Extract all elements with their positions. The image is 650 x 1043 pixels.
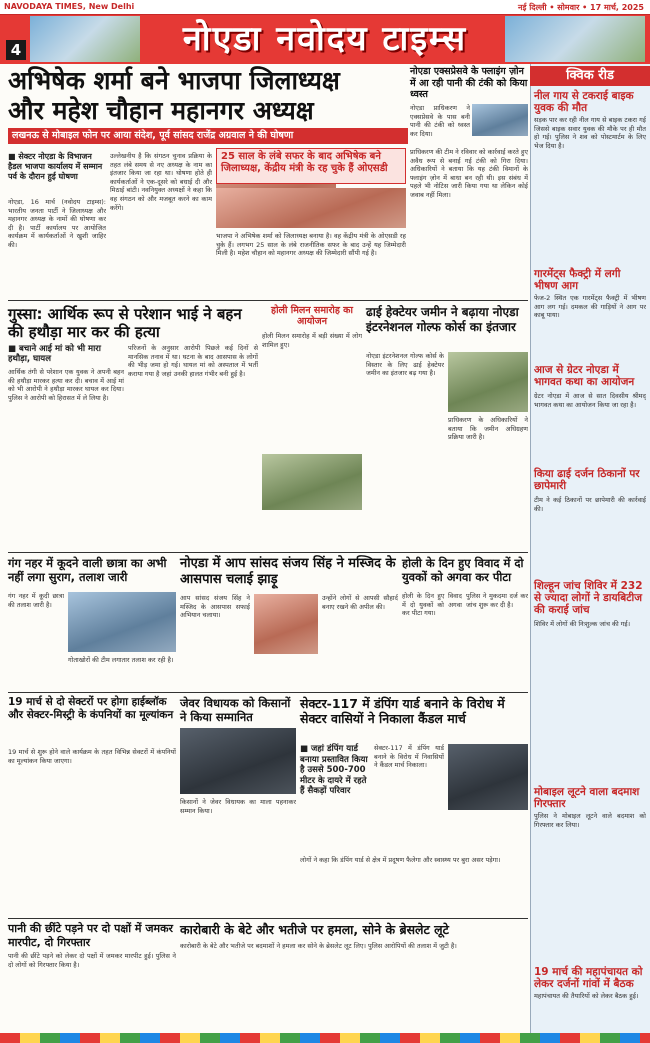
holi-photo (262, 454, 362, 510)
masthead-top-strip (0, 0, 650, 15)
gussa-headline: गुस्सा: आर्थिक रूप से परेशान भाई ने बहन की हथौड़ा मार कर की हत्या (8, 305, 242, 341)
holi-body: होली मिलन समारोह में बड़ी संख्या में लोग शामिल हुए। (262, 332, 362, 349)
ganga-photo (68, 592, 176, 652)
top-right-body: नोएडा प्राधिकरण ने एक्सप्रेसवे के पास बनी पानी की टंकी को ध्वस्त कर दिया। (410, 104, 470, 138)
holi-vivad-headline: होली के दिन हुए विवाद में दो युवकों को अगवा कर पीटा (402, 556, 524, 584)
gussa-body-col2: परिजनों के अनुसार आरोपी पिछले कई दिनों से मानसिक तनाव में था। घटना के बाद आसपास के लोगों की भीड़ जमा हो गई। घायल मां को अस्पताल में भर्ती कराया गया है जहां उनकी हालत गंभीर बनी हुई है। (128, 344, 258, 378)
bottom-color-strip (0, 1033, 650, 1043)
lead-subhead: लखनऊ से मोबाइल फोन पर आया संदेश, पूर्व सांसद राजेंद्र अग्रवाल ने की घोषणा (8, 128, 408, 144)
masthead-skyline-image-right (505, 16, 645, 62)
sidebar-headline-2: गारमेंट्स फैक्ट्री में लगी भीषण आग (534, 268, 621, 292)
golf-headline: ढाई हेक्टेयर जमीन ने बढ़ाया नोएडा इंटरनेशनल गोल्फ कोर्स का इंतजार (366, 305, 519, 334)
top-right-photo (472, 104, 528, 136)
lead-body-col3: भाजपा ने अभिषेक शर्मा को जिलाध्यक्ष बनाया है। वह केंद्रीय मंत्री के ओएसडी रह चुके हैं। लगभग 25 साल के लंबे राजनीतिक सफर के बाद उन्हें यह जिम्मेदारी मिली है। महेश चौहान को महानगर अध्यक्ष की जिम्मेदारी सौंपी गई है। (216, 232, 406, 258)
ganga-headline: गंग नहर में कूदने वाली छात्रा का अभी नहीं लगा सुराग, तलाश जारी (8, 556, 167, 584)
sidebar-body-4: टीम ने कई ठिकानों पर छापेमारी की कार्रवाई की। (534, 496, 646, 513)
masthead-skyline-image (30, 16, 140, 62)
lead-bullet: ■ सेक्टर नोएडा के विभाजन हैडल भाजपा कार्यालय में सम्मान पर्व के दौरान हुई घोषणा (8, 152, 103, 181)
section-divider-3 (8, 692, 528, 693)
pani-headline: पानी की छींटे पड़ने पर दो पक्षों में जमकर मारपीट, दो गिरफ्तार (8, 922, 174, 949)
lead-group-photo (216, 188, 406, 228)
sidebar-body-6: पुलिस ने मोबाइल लूटने वाले बदमाश को गिरफ्तार कर लिया। (534, 812, 646, 829)
holi-headline: होली मिलन समारोह का आयोजन (271, 305, 353, 327)
jhadu-body-col1: आप सांसद संजय सिंह ने मस्जिद के आसपास सफाई अभियान चलाया। (180, 594, 250, 620)
lead-headline-line1: अभिषेक शर्मा बने भाजपा जिलाध्यक्ष (8, 66, 340, 95)
jhadu-photo (254, 594, 318, 654)
section-divider (8, 300, 528, 301)
top-right-headline: नोएडा एक्सप्रेसवे के फ्लाइंग ज़ोन में आ रही पानी की टंकी को किया ध्वस्त (410, 66, 528, 100)
jewar-body: किसानों ने जेवर विधायक का माला पहनाकर सम्मान किया। (180, 798, 296, 815)
ganga-body-col2: गोताखोरों की टीम लगातार तलाश कर रही है। (68, 656, 174, 664)
sector117-body-2: लोगों ने कहा कि डंपिंग यार्ड से क्षेत्र में प्रदूषण फैलेगा और स्वास्थ्य पर बुरा असर पड़ेगा। (300, 856, 501, 864)
golf-photo (448, 352, 528, 412)
sidebar-headline-4: किया ढाई दर्जन ठिकानों पर छापेमारी (534, 468, 640, 492)
pani-body: पानी की छींटे पड़ने को लेकर दो पक्षों में जमकर मारपीट हुई। पुलिस ने दो लोगों को गिरफ्तार किया है। (8, 952, 176, 969)
sidebar-body-3: ग्रेटर नोएडा में आज से सात दिवसीय श्रीमद् भागवत कथा का आयोजन किया जा रहा है। (534, 392, 646, 409)
karobari-body: कारोबारी के बेटे और भतीजे पर बदमाशों ने हमला कर सोने के ब्रेसलेट लूट लिए। पुलिस आरोपियों की तलाश में जुटी है। (180, 942, 457, 950)
jewar-photo (180, 728, 296, 794)
top-right-body-2: प्राधिकरण की टीम ने रविवार को कार्रवाई करते हुए अवैध रूप से बनाई गई टंकी को गिरा दिया। अधिकारियों ने बताया कि यह टंकी विमानों के फ्लाइंग ज़ोन में बाधा बन रही थी। इस संबंध में पहले भी नोटिस जारी किया गया था लेकिन कोई जवाब नहीं मिला। (410, 148, 528, 199)
section-divider-2 (8, 552, 528, 553)
sector117-body: सेक्टर-117 में डंपिंग यार्ड बनाने के विरोध में निवासियों ने कैंडल मार्च निकाला। (374, 744, 444, 770)
sector117-bullet: ■ जहां डंपिंग यार्ड बनाया प्रस्तावित किया है उससे 500-700 मीटर के दायरे में रहते हैं सैकड़ों परिवार (300, 744, 368, 796)
golf-body-col2: प्राधिकरण के अधिकारियों ने बताया कि जमीन अधिग्रहण प्रक्रिया जारी है। (448, 416, 528, 442)
sidebar-body-1: सड़क पार कर रही नील गाय से बाइक टकरा गई जिससे बाइक सवार युवक की मौके पर ही मौत हो गई। पुलिस ने शव को पोस्टमार्टम के लिए भेज दिया है। (534, 116, 646, 150)
sidebar-headline-1: नील गाय से टकराई बाइक युवक की मौत (534, 90, 634, 114)
publication-label: NAVODAYA TIMES, New Delhi (4, 2, 135, 11)
sector117-headline: सेक्टर-117 में डंपिंग यार्ड बनाने के विरोध में सेक्टर वासियों ने निकाला कैंडल मार्च (300, 696, 505, 726)
sidebar-headline-3: आज से ग्रेटर नोएडा में भागवत कथा का आयोजन (534, 364, 635, 388)
karobari-headline: कारोबारी के बेटे और भतीजे पर हमला, सोने के ब्रेसलेट लूटे (180, 922, 449, 937)
page-number: 4 (6, 40, 26, 60)
holi-vivad-body-col2: पुलिस ने मुकदमा दर्ज कर जांच शुरू कर दी है। (466, 592, 528, 609)
highcourt-headline: 19 मार्च से दो सेक्टरों पर होगा हाईब्लॉक और सेक्टर-मिस्ट्री के कंपनियों का मूल्यांकन (8, 696, 174, 721)
sidebar-headline-6: मोबाइल लूटने वाला बदमाश गिरफ्तार (534, 786, 640, 810)
sidebar-body-5: शिविर में लोगों की निःशुल्क जांच की गई। (534, 620, 631, 628)
sidebar-body-2: फेज-2 स्थित एक गारमेंट्स फैक्ट्री में भीषण आग लग गई। दमकल की गाड़ियों ने आग पर काबू पाया। (534, 294, 646, 320)
holi-vivad-body-col1: होली के दिन हुए विवाद में दो युवकों को अगवा कर पीटा गया। (402, 592, 462, 618)
sector117-photo (448, 744, 528, 810)
section-divider-4 (8, 918, 528, 919)
jhadu-headline: नोएडा में आप सांसद संजय सिंह ने मस्जिद के आसपास चलाई झाड़ू (180, 556, 396, 587)
sidebar-headline-7: 19 मार्च की महापंचायत को लेकर दर्जनों गांवों में बैठक (534, 966, 643, 990)
gussa-body-col1: आर्थिक तंगी से परेशान एक युवक ने अपनी बहन की हथौड़ा मारकर हत्या कर दी। बचाव में आई मां को भी आरोपी ने हथौड़ा मारकर घायल कर दिया। पुलिस ने आरोपी को हिरासत में ले लिया है। (8, 368, 124, 402)
lead-red-box: 25 साल के लंबे सफर के बाद अभिषेक बने जिलाध्यक्ष, केंद्रीय मंत्री के रह चुके हैं ओएसडी (216, 148, 406, 184)
jhadu-body-col2: उन्होंने लोगों से आपसी सौहार्द बनाए रखने की अपील की। (322, 594, 398, 611)
lead-headline-line2: और महेश चौहान महानगर अध्यक्ष (8, 96, 314, 125)
date-label: नई दिल्ली • सोमवार • 17 मार्च, 2025 (518, 3, 644, 12)
sidebar-headline-5: शिल्हून जांच शिविर में 232 से ज्यादा लोगों ने डायबिटीज की कराई जांच (534, 580, 643, 616)
sidebar-body-7: महापंचायत की तैयारियों को लेकर बैठक हुई। (534, 992, 639, 1000)
lead-body-col2: उल्लेखनीय है कि संगठन चुनाव प्रक्रिया के तहत लंबे समय से नए अध्यक्ष के नाम का इंतजार किया जा रहा था। घोषणा होते ही कार्यकर्ताओं ने एक-दूसरे को बधाई दी और मिठाई बांटी। नवनियुक्त अध्यक्षों ने कहा कि वह संगठन को और मजबूत करने का काम करेंगे। (110, 152, 212, 212)
gussa-bullet: ■ बचाने आई मां को भी मारा हथौड़ा, घायल (8, 344, 101, 364)
masthead-title: नोएडा नवोदय टाइम्स (182, 19, 468, 59)
golf-body-col1: नोएडा इंटरनेशनल गोल्फ कोर्स के विस्तार के लिए ढाई हेक्टेयर जमीन का इंतजार बढ़ गया है। (366, 352, 444, 378)
lead-body-col1: नोएडा, 16 मार्च (नवोदय टाइम्स): भारतीय जनता पार्टी ने जिलाध्यक्ष और महानगर अध्यक्ष के नामों की घोषणा कर दी है। पार्टी कार्यालय पर आयोजित कार्यक्रम में कार्यकर्ताओं ने खुशी जाहिर की। (8, 198, 106, 249)
jewar-headline: जेवर विधायक को किसानों ने किया सम्मानित (180, 696, 291, 724)
quick-read-title: क्विक रीड (530, 66, 650, 86)
ganga-body-col1: गंग नहर में कूदी छात्रा की तलाश जारी है। (8, 592, 64, 609)
highcourt-body: 19 मार्च से शुरू होने वाले कार्यक्रम के तहत विभिन्न सेक्टरों में कंपनियों का मूल्यांकन किया जाएगा। (8, 748, 176, 765)
